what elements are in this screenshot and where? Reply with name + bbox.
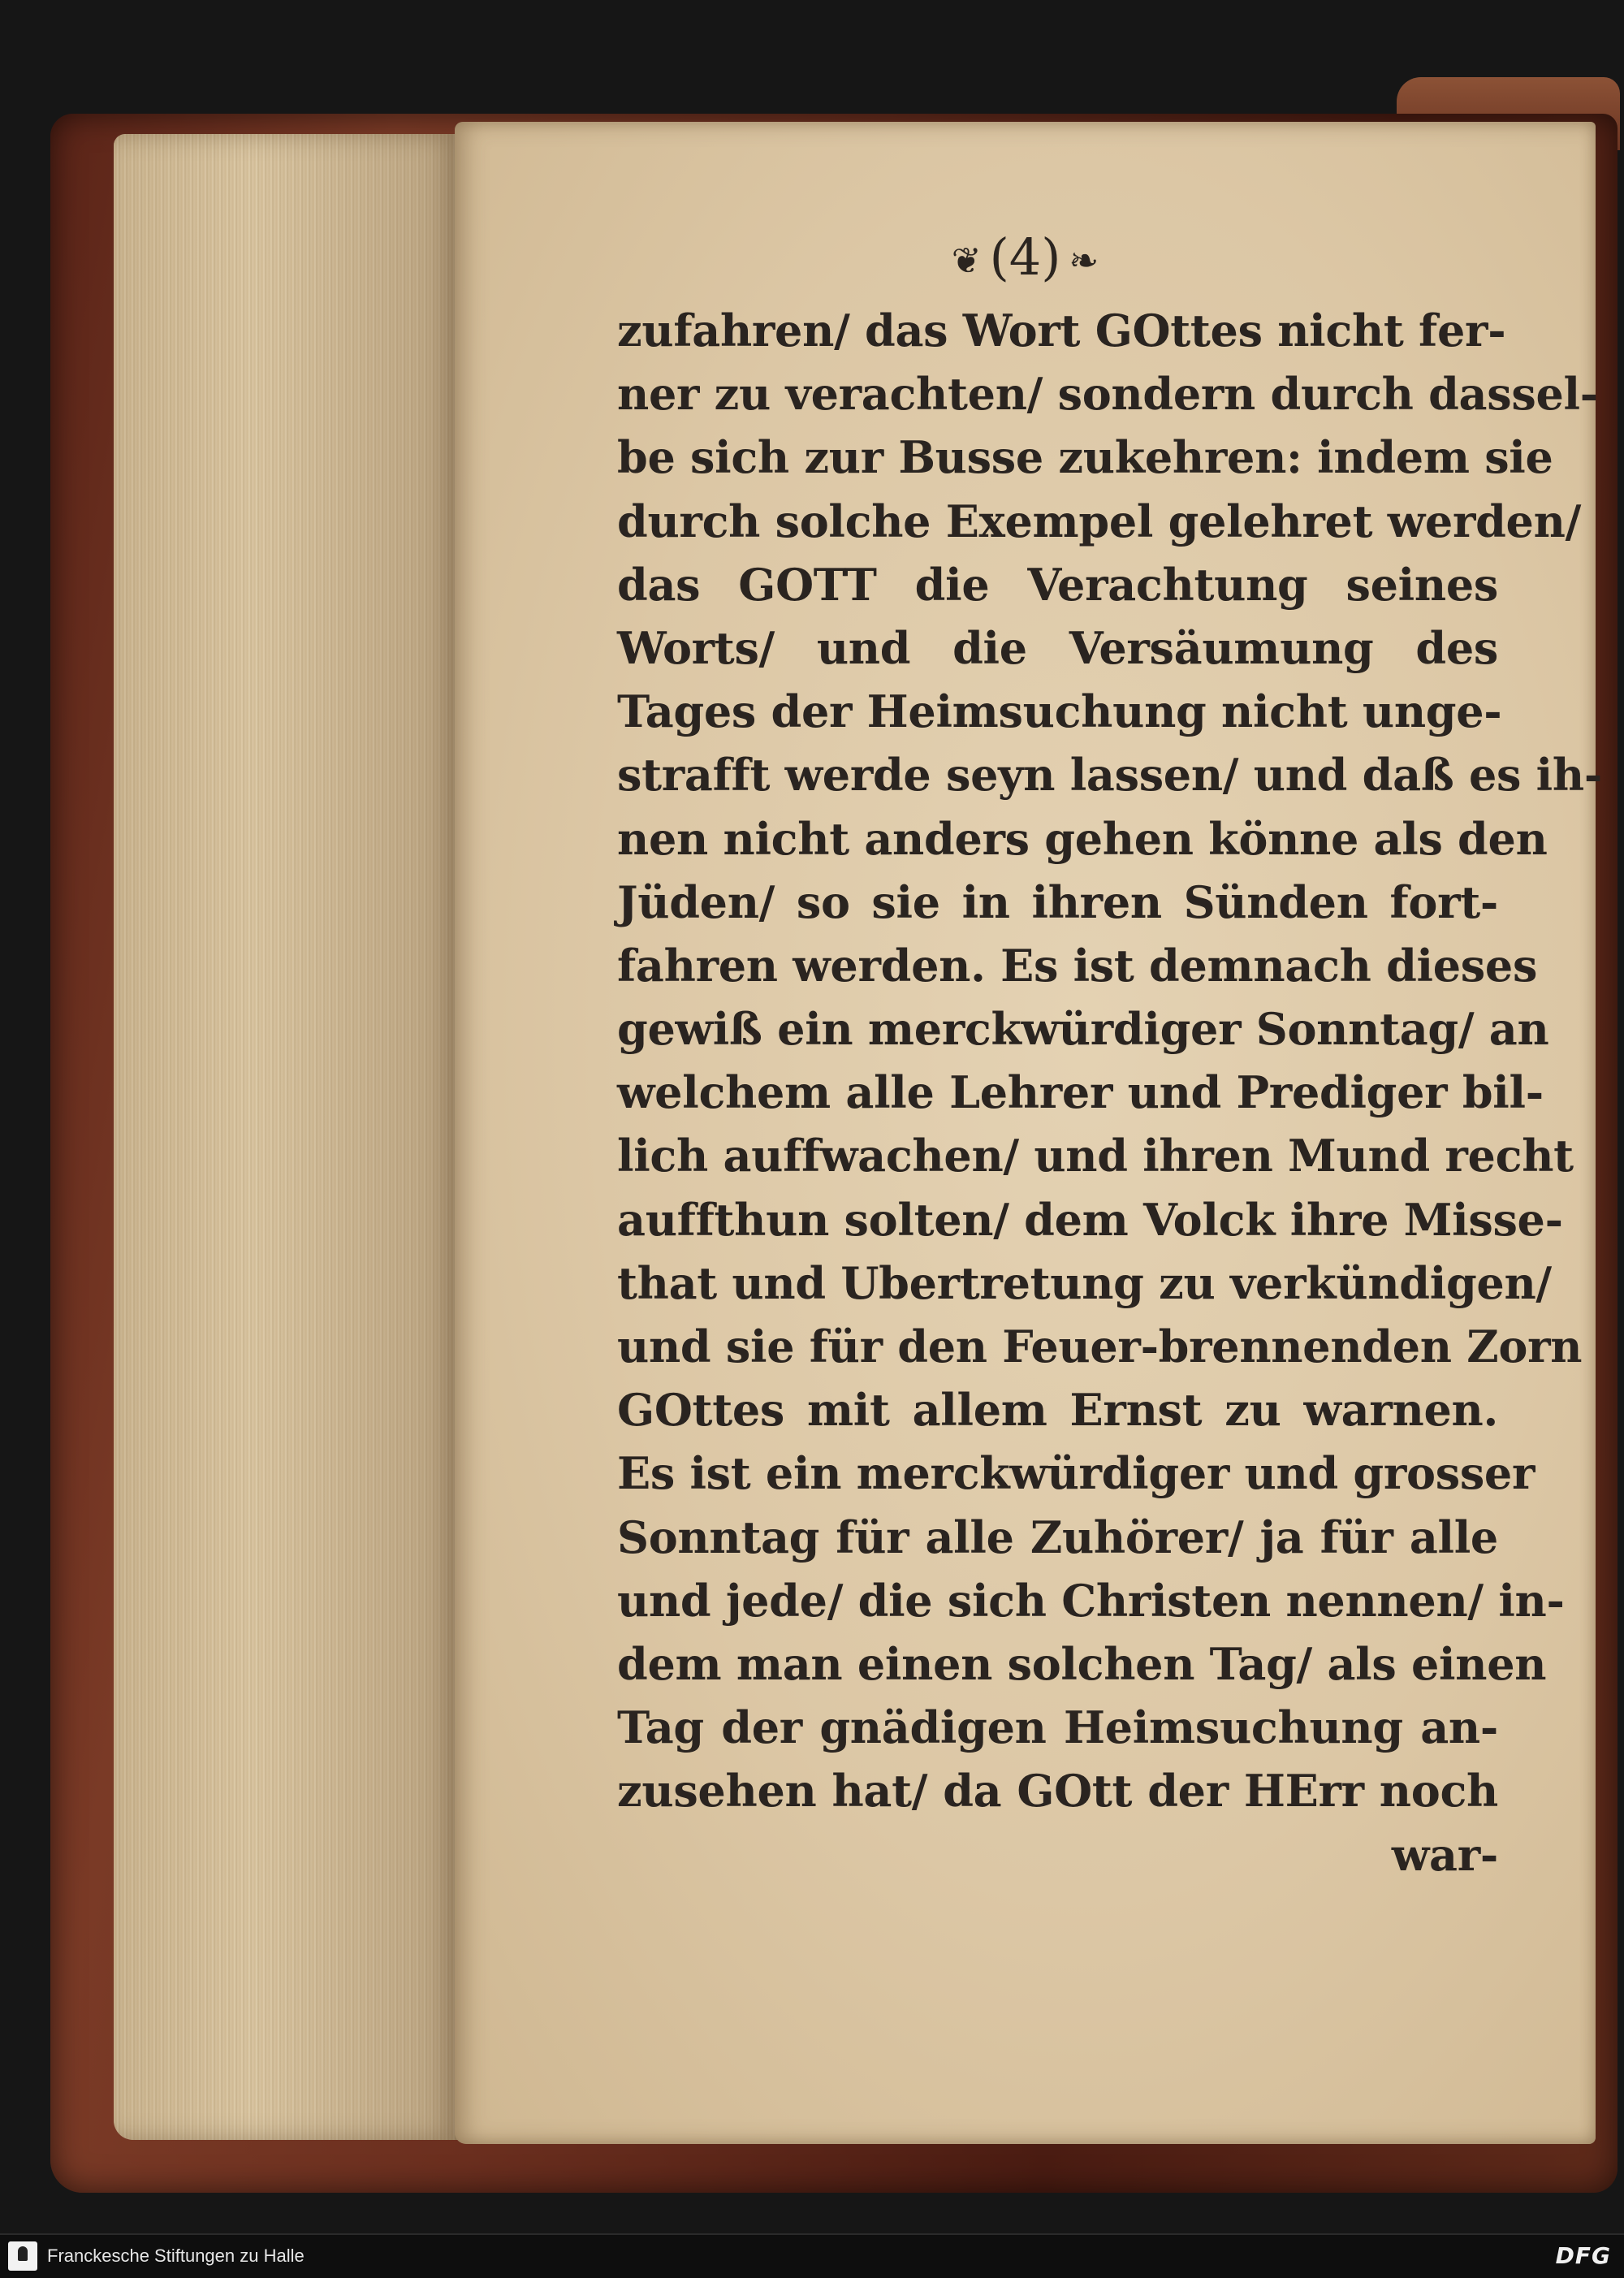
text-line: Jüden/ so sie in ihren Sünden fort- [617, 875, 1498, 928]
ornament-right-icon: ❧ [1069, 240, 1099, 283]
text-line: durch solche Exempel gelehret werden/ [617, 495, 1581, 547]
text-line: Tages der Heimsuchung nicht unge- [617, 685, 1502, 738]
text-line: nen nicht anders gehen könne als den [617, 812, 1548, 865]
text-line: be sich zur Busse zukehren: indem sie [617, 431, 1553, 484]
viewer-footer [0, 2233, 1624, 2278]
text-line: Tag der gnädigen Heimsuchung an- [617, 1701, 1498, 1754]
text-line: das GOTT die Verachtung seines [617, 558, 1498, 611]
institution-logo-icon [8, 2241, 37, 2271]
text-line: strafft werde seyn lassen/ und daß es ih- [617, 749, 1602, 802]
page-number-header [455, 227, 1596, 287]
text-line: ner zu verachten/ sondern durch dassel- [617, 368, 1598, 421]
text-line: und sie für den Feuer-brennenden Zorn [617, 1321, 1583, 1372]
text-line: zusehen hat/ da GOtt der HErr noch [617, 1765, 1498, 1818]
text-line: that und Ubertretung zu verkündigen/ [617, 1256, 1552, 1309]
text-line: dem man einen solchen Tag/ als einen [617, 1637, 1547, 1690]
text-line: lich auffwachen/ und ihren Mund recht [617, 1130, 1574, 1182]
text-line: gewiß ein merckwürdiger Sonntag/ an [617, 1003, 1549, 1056]
text-line: Es ist ein merckwürdiger und grosser [617, 1447, 1535, 1500]
institution-name: Franckesche Stiftungen zu Halle [47, 2246, 304, 2266]
text-line: zufahren/ das Wort GOttes nicht fer- [617, 305, 1506, 357]
text-line: und jede/ die sich Christen nennen/ in- [617, 1574, 1565, 1627]
text-line: Worts/ und die Versäumung des [617, 621, 1498, 674]
page-edges-shading [114, 134, 463, 2140]
page-number: (4) [989, 227, 1061, 287]
dfg-logo: DFG [1555, 2242, 1611, 2269]
book-page [455, 122, 1602, 2144]
catchword: war- [1391, 1828, 1498, 1881]
text-line: GOttes mit allem Ernst zu warnen. [617, 1384, 1498, 1437]
page-text [617, 299, 1602, 1887]
text-line: welchem alle Lehrer und Prediger bil- [617, 1066, 1544, 1119]
text-line: auffthun solten/ dem Volck ihre Misse- [617, 1193, 1563, 1246]
ornament-left-icon: ❦ [951, 240, 982, 283]
text-line: Sonntag für alle Zuhörer/ ja für alle [617, 1511, 1498, 1563]
text-line: fahren werden. Es ist demnach dieses [617, 939, 1538, 992]
